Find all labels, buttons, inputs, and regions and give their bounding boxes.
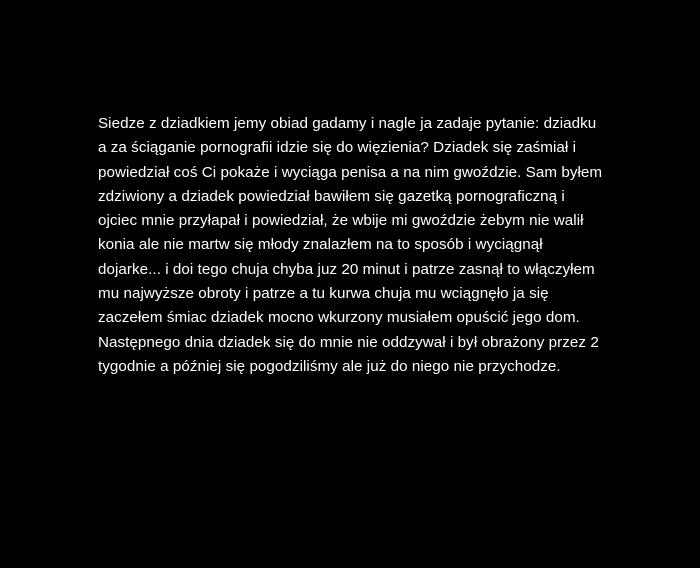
- story-text: Siedze z dziadkiem jemy obiad gadamy i nagle ja zadaje pytanie: dziadku a za ściąganie pornografii idzie się do więzienia? Dziadek się zaśmiał i powiedział coś Ci pokaże i wyciąga penisa a na nim gwoździe. Sam byłem zdziwiony a dziadek powiedział bawiłem się gazetką pornograficzną i ojciec mnie przyłapał i powiedział, że wbije mi gwoździe żebym nie walił konia ale nie martw się młody znalazłem na to sposób i wyciągnął dojarke... i doi tego chuja chyba juz 20 minut i patrze zasnął to włączyłem mu najwyższe obroty i patrze a tu kurwa chuja mu wciągnęło ja się zaczełem śmiac dziadek mocno wkurzony musiałem opuścić jego dom. Następnego dnia dziadek się do mnie nie oddzywał i był obrażony przez 2 tygodnie a później się pogodziliśmy ale już do niego nie przychodze.: [98, 115, 607, 375]
